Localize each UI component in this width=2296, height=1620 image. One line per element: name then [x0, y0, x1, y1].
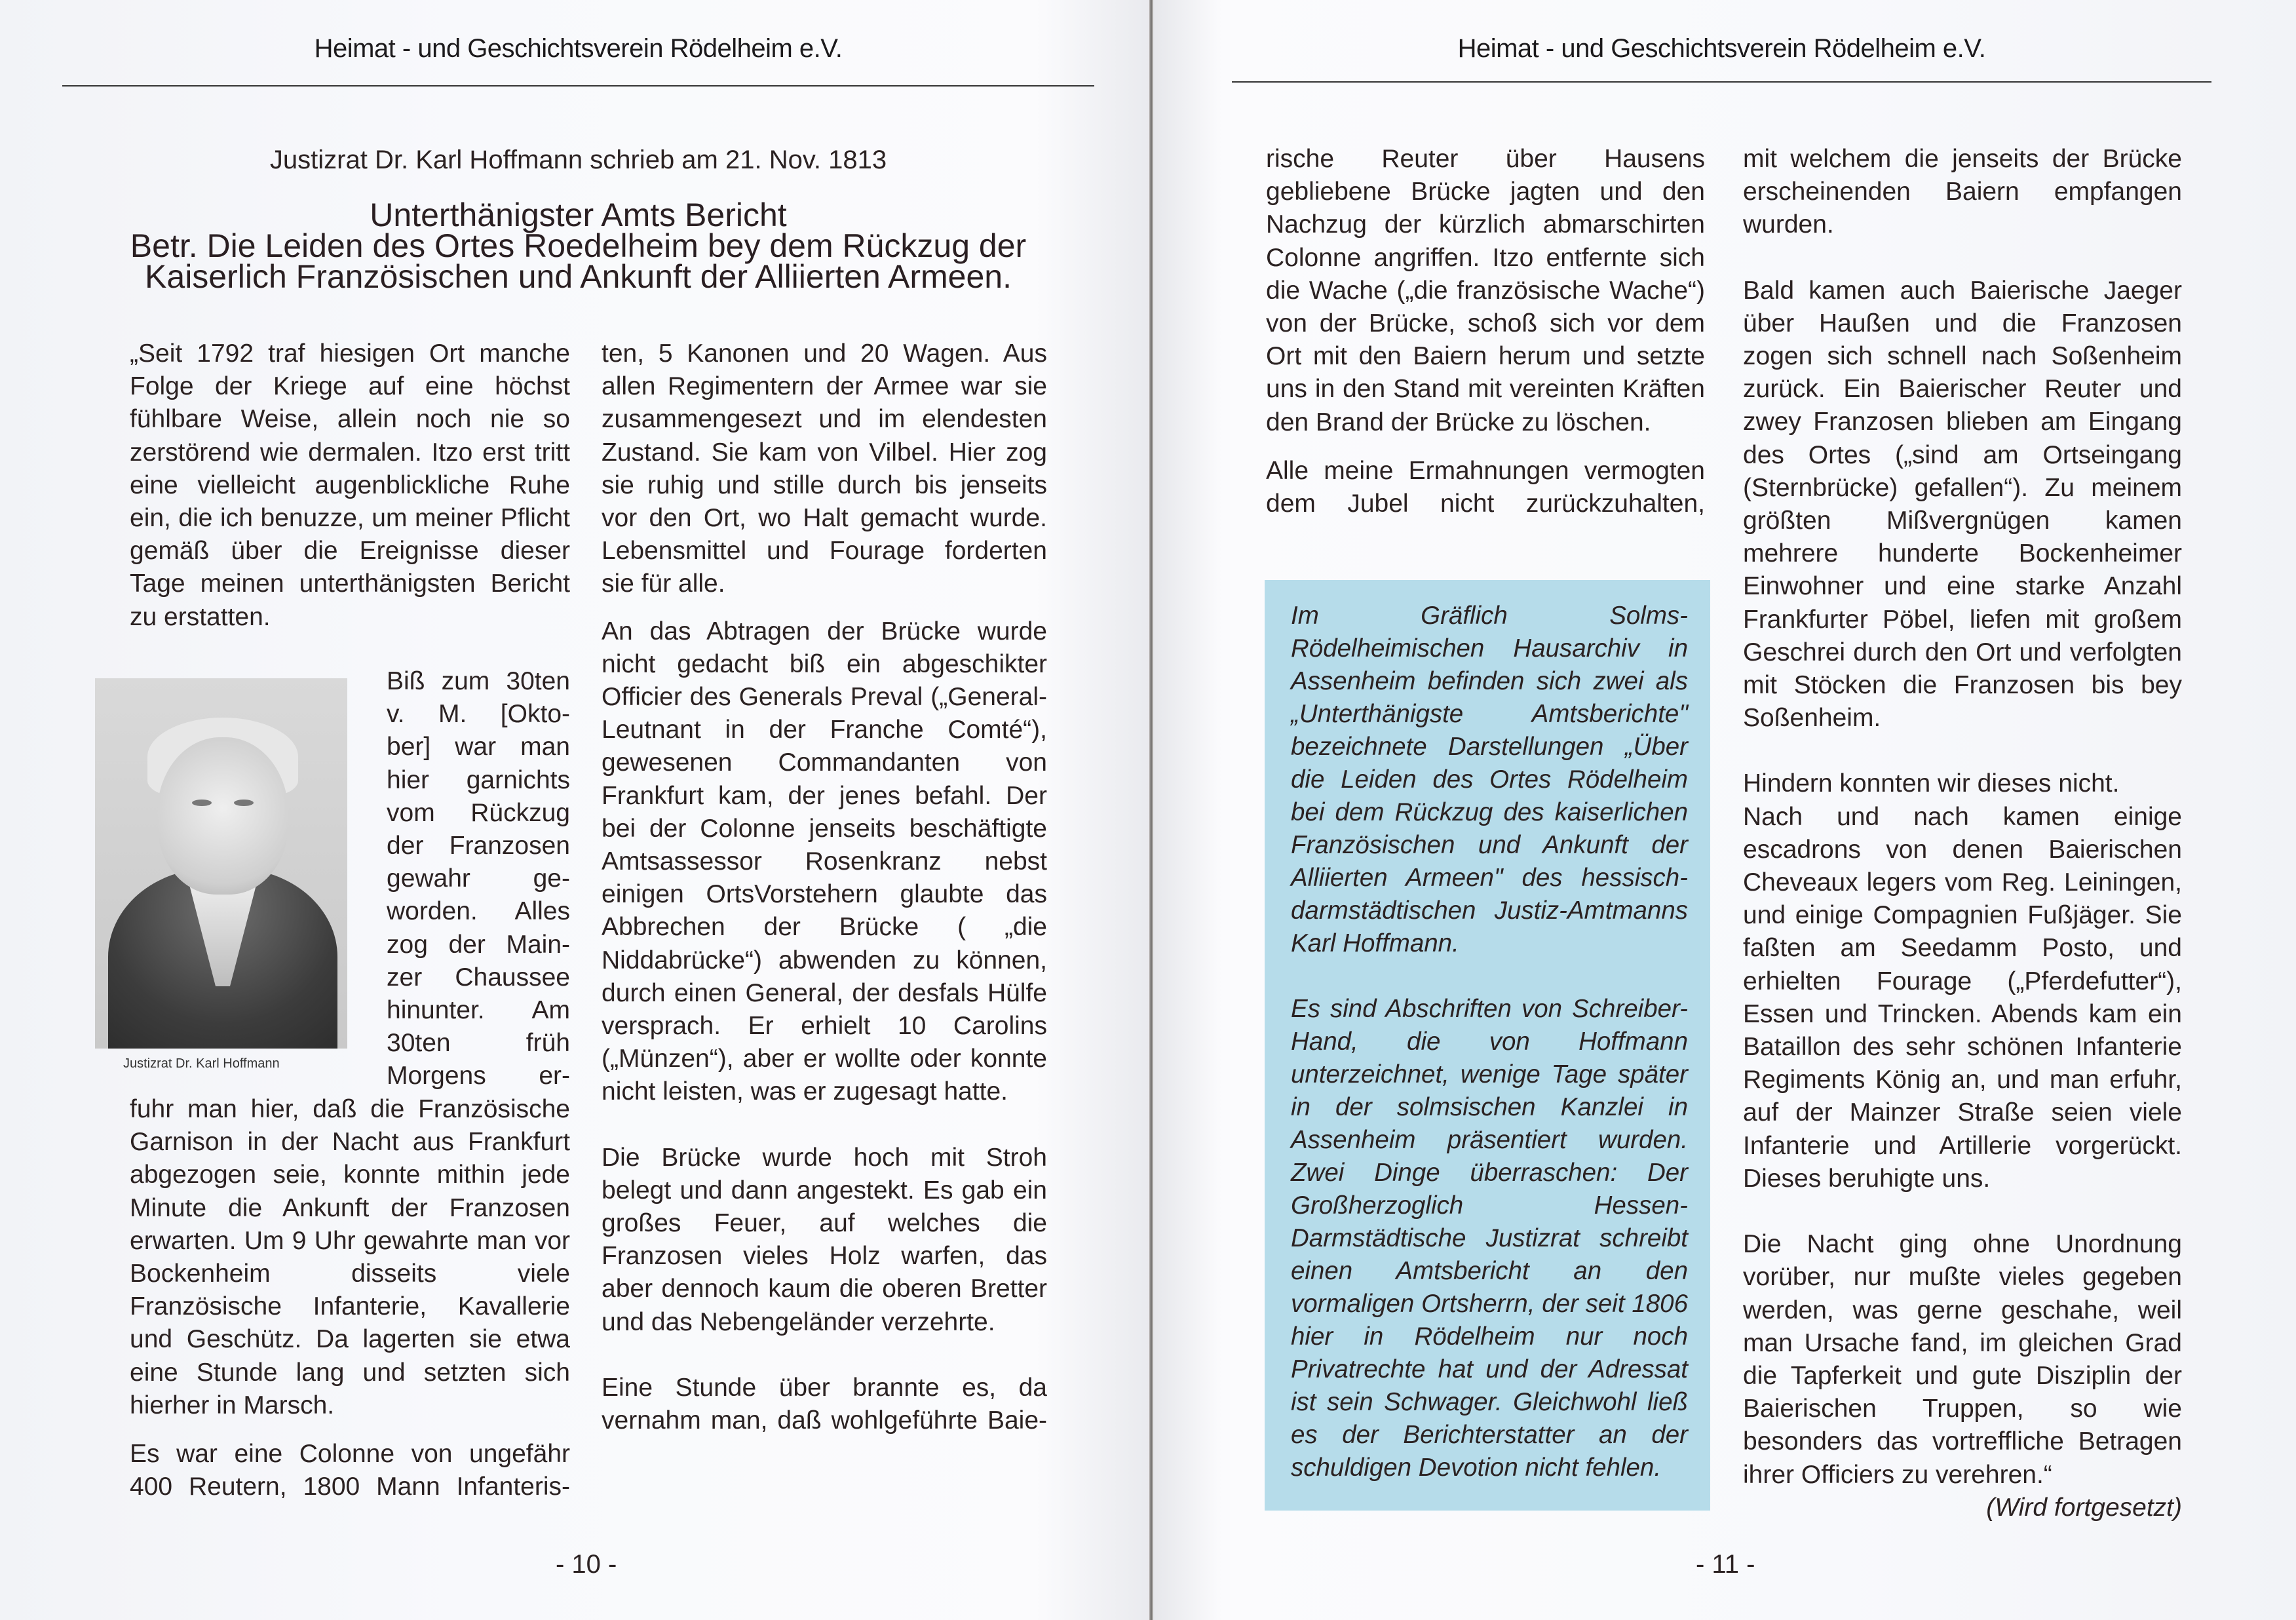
portrait-face [157, 737, 288, 895]
column-1 [130, 338, 570, 634]
text-line: der Franzosen [387, 832, 570, 860]
text-line: 30ten früh [387, 1029, 570, 1058]
portrait-caption: Justizrat Dr. Karl Hoffmann [123, 1056, 280, 1071]
paragraph: Nach und nach kamen einige escadrons von denen Baierischen Cheveaux legers vom Reg. Leiningen, und einige Compagnien Fußjäger. Sie faßten am Seedamm Posto, und erhielten Fourage („Pferdefutter“), Essen und Trincken. Abends kam ein Bataillon des sehr schönen Infanterie Regiments König an, und man erfuhr, auf der Mainzer Straße seien viele Infanterie und Artillerie vorgerückt. Dieses beruhigte uns. [1743, 802, 2182, 1193]
paragraph: rische Reuter über Hausens gebliebene Brücke jagten und den Nachzug der kürzlich abmarschirten Colonne angriffen. Itzo entfernte sich die Wache („die französische Wache“) von der Brücke, schoß sich vor dem Ort mit den Baiern herum und setzte uns in den Stand mit vereinten Kräften den Brand der Brücke zu löschen. [1266, 145, 1705, 436]
title-line: Betr. Die Leiden des Ortes Roedelheim bey dem Rückzug der [130, 227, 1027, 264]
text-line: ber] war man [387, 733, 570, 762]
title-line: Kaiserlich Französischen und Ankunft der Alliierten Armeen. [145, 258, 1012, 295]
right-page [1153, 0, 2296, 1620]
column-1-continued [130, 1093, 570, 1503]
text-line: zog der Main- [387, 930, 570, 959]
title-line: Unterthänigster Amts Bericht [370, 197, 787, 233]
running-header: Heimat - und Geschichtsverein Rödelheim e.V. [1457, 34, 1986, 63]
paragraph: Es war eine Colonne von ungefähr 400 Reutern, 1800 Mann Infanteris- [130, 1440, 570, 1501]
paragraph: Die Nacht ging ohne Unordnung vorüber, nur mußte vieles gegeben werden, was gerne geschahe, weil man Ursache fand, im gleichen Grad die Tapferkeit und gute Disziplin der Baierischen Truppen, so wie besonders das vortreffliche Betragen ihrer Officiers zu verehren.“ [1743, 1230, 2182, 1489]
paragraph: ten, 5 Kanonen und 20 Wagen. Aus allen Regimentern der Armee war sie zusammengesezt und im elendesten Zustand. Sie kam von Vilbel. Hier zog sie ruhig und stille durch bis jenseits vor den Ort, wo Halt gemacht wurde. Lebensmittel und Fourage forderten sie für alle. [602, 339, 1047, 598]
header-rule [1232, 81, 2211, 83]
paragraph: mit welchem die jenseits der Brücke erscheinenden Baiern empfangen wurden. [1743, 145, 2182, 239]
info-box [1265, 580, 1710, 1511]
info-box-text [1265, 580, 1710, 1484]
paragraph: „Seit 1792 traf hiesigen Ort manche Folge der Kriege auf eine höchst fühlbare Weise, allein noch nie so zerstörend wie dermalen. Itzo erst tritt eine vielleicht augenblickliche Ruhe ein, die ich benuzze, um meiner Pflicht gemäß über die Ereignisse dieser Tage meinen unterthänigsten Bericht zu erstatten. [130, 339, 570, 631]
paragraph: Alle meine Ermahnungen vermogten dem Jubel nicht zurückzuhalten, [1266, 456, 1705, 518]
text-line: Biß zum 30ten [387, 667, 570, 695]
column-2 [1743, 143, 2182, 1524]
page-number: - 10 - [556, 1550, 617, 1579]
paragraph: Die Brücke wurde hoch mit Stroh belegt und dann angestekt. Es gab ein großes Feuer, auf welches die Franzosen vieles Holz warfen, das aber dennoch kaum die oberen Bretter und das Nebengeländer verzehrte. [602, 1143, 1047, 1336]
paragraph: Eine Stunde über brannte es, da vernahm man, daß wohlgeführte Baie- [602, 1373, 1047, 1435]
byline: Justizrat Dr. Karl Hoffmann schrieb am 21. Nov. 1813 [269, 145, 887, 174]
header-rule [62, 85, 1094, 87]
portrait-eye [192, 800, 212, 806]
page-number: - 11 - [1696, 1550, 1755, 1579]
paragraph: fuhr man hier, daß die Französische Garnison in der Nacht aus Frankfurt abgezogen seie, konnte mithin jede Minute die Ankunft der Franzosen erwarten. Um 9 Uhr gewahrte man vor Bockenheim disseits viele Französische Infanterie, Kavallerie und Geschütz. Da lagerten sie etwa eine Stunde lang und setzten sich hierher in Marsch. [130, 1095, 570, 1419]
column-1 [1266, 143, 1705, 520]
continued-note: (Wird fortgesetzt) [1986, 1493, 2182, 1522]
paragraph: Es sind Abschriften von Schreiber-Hand, die von Hoffmann unterzeichnet, wenige Tage später in der solmsischen Kanzlei in Assenheim präsentiert wurden. Zwei Dinge überraschen: Der Großherzoglich Hessen-Darmstädtische Justizrat schreibt einen Amtsbericht an den vormaligen Ortsherrn, der seit 1806 hier in Rödelheim nur noch Privatrechte hat und der Adressat ist sein Schwager. Gleichwohl ließ es der Berichterstatter an der schuldigen Devotion nicht fehlen. [1291, 995, 1688, 1482]
text-beside-portrait [387, 665, 570, 1093]
column-2 [602, 338, 1047, 1437]
paragraph: Bald kamen auch Baierische Jaeger über Haußen und die Franzosen zogen sich schnell nach Soßenheim zurück. Ein Baierischer Reuter und zwey Franzosen blieben am Eingang des Ortes („sind am Ortseingang (Sternbrücke) gefallen“). Zu meinem größten Mißvergnügen kamen mehrere hunderte Bockenheimer Einwohner und eine starke Anzahl Frankfurter Pöbel, liefen mit großem Geschrei durch den Ort und verfolgten mit Stöcken die Franzosen bis bey Soßenheim. [1743, 276, 2182, 733]
text-line: vom Rückzug [387, 798, 570, 827]
text-line: zer Chaussee [387, 963, 570, 992]
text-line: hier garnichts [387, 765, 570, 794]
text-line: worden. Alles [387, 897, 570, 926]
text-line: gewahr ge- [387, 864, 570, 893]
text-line: Morgens er- [387, 1062, 570, 1090]
portrait-image [95, 678, 347, 1049]
article-title [62, 197, 1094, 295]
text-line: hinunter. Am [387, 996, 570, 1025]
text-line: v. M. [Okto- [387, 700, 570, 729]
paragraph: Im Gräflich Solms-Rödelheimischen Hausarchiv in Assenheim befinden sich zwei als „Unterthänigste Amtsberichte" bezeichnete Darstellungen „Über die Leiden des Ortes Rödelheim bei dem Rückzug des kaiserlichen Französischen und Ankunft der Alliierten Armeen" des hessisch-darmstädtischen Justiz-Amtmanns Karl Hoffmann. [1291, 602, 1688, 957]
running-header: Heimat - und Geschichtsverein Rödelheim e.V. [314, 34, 843, 63]
portrait-eye [234, 800, 254, 806]
paragraph: An das Abtragen der Brücke wurde nicht gedacht biß ein abgeschikter Officier des Generals Preval („General-Leutnant in der Franche Comté“), gewesenen Commandanten von Frankfurt kam, der jenes befahl. Der bei der Colonne jenseits beschäftigte Amtsassessor Rosenkranz nebst einigen OrtsVorstehern glaubte das Abbrechen der Brücke ( „die Niddabrücke“) abwenden zu können, durch einen General, der desfals Hülfe versprach. Er erhielt 10 Carolins („Münzen“), aber er wollte oder konnte nicht leisten, was er zugesagt hatte. [602, 617, 1047, 1106]
paragraph: Hindern konnten wir dieses nicht. [1743, 769, 2120, 798]
